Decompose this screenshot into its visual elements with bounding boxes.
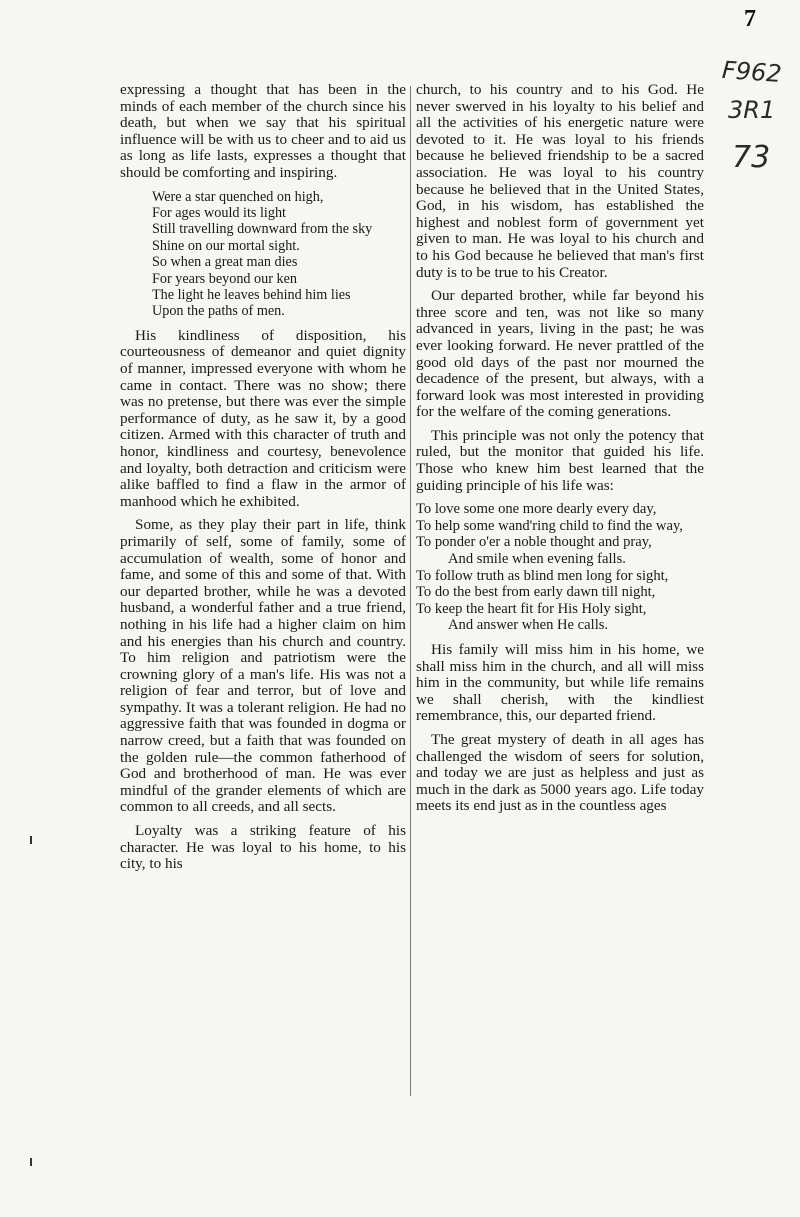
left-paragraph-4: Loyalty was a striking feature of his character. He was loyal to his home, to his city, to his <box>120 822 406 873</box>
poem-line: To love some one more dearly every day, <box>416 501 657 518</box>
poem-line: And answer when He calls. <box>448 617 609 634</box>
poem-line: And smile when evening falls. <box>448 551 626 568</box>
poem-line: Were a star quenched on high, <box>152 188 324 205</box>
poem-line: The light he leaves behind him lies <box>152 287 351 303</box>
margin-mark <box>30 836 32 844</box>
left-paragraph-2: His kindliness of disposition, his courteousness of demeanor and quiet dignity of manner, impressed everyone with whom he came in contact. There was no show; there was no pretense, but there was ever the simple performance of duty, as he saw it, by a good citizen. Armed with this character of truth and honor, kindliness and courtesy, benevolence and loyalty, both detraction and criticism were alike baffled to find a flaw in the armor of manhood which he exhibited. <box>120 326 406 510</box>
poem-line: Upon the paths of men. <box>152 303 285 320</box>
page-number: 7 <box>744 6 756 32</box>
poem-line: To keep the heart fit for His Holy sight, <box>416 600 647 617</box>
poem-line: To help some wand'ring child to find the way, <box>416 517 683 534</box>
margin-mark <box>30 1158 32 1166</box>
poem-line: To ponder o'er a noble thought and pray, <box>416 534 652 551</box>
handwritten-note-3: 73 <box>732 140 771 175</box>
handwritten-note-2: 3R1 <box>728 96 776 124</box>
left-poem <box>120 189 406 320</box>
poem-line: To follow truth as blind men long for sight, <box>416 567 669 584</box>
right-poem <box>416 501 704 634</box>
poem-line: Shine on our mortal sight. <box>152 237 300 254</box>
right-column <box>416 82 704 822</box>
right-paragraph-5: The great mystery of death in all ages has challenged the wisdom of seers for solution, and today we are just as helpless and just as much in the dark as 5000 years ago. Life today meets its end just as in the countless ages <box>416 730 704 815</box>
right-paragraph-3: This principle was not only the potency that ruled, but the monitor that guided his life. Those who knew him best learned that the guiding principle of his life was: <box>416 426 704 494</box>
right-paragraph-2: Our departed brother, while far beyond his three score and ten, was not like so many advanced in years, living in the past; he was ever looking forward. He never prattled of the good old days of the past nor mourned the decadence of the present, but always, with a forward look was most interested in providing for the welfare of the coming generations. <box>416 287 704 421</box>
column-divider <box>410 86 411 1096</box>
left-paragraph-3: Some, as they play their part in life, think primarily of self, some of family, some of accumulation of wealth, some of honor and fame, and some of this and some of that. With our departed brother, while he was a devoted husband, a wonderful father and a true friend, nothing in his life had a higher claim on him and his energies than his church and country. To him religion and patriotism were the crowning glory of a man's life. His was not a religion of fear and terror, but of love and sympathy. It was a tolerant religion. He had no aggressive faith that was founded in dogma or narrow creed, but a faith that was founded on the golden rule—the common fatherhood of God and brotherhood of man. He was ever mindful of the grander elements of which are common to all creeds, and all sects. <box>120 516 406 816</box>
poem-line: For years beyond our ken <box>152 270 297 287</box>
right-paragraph-1: church, to his country and to his God. He never swerved in his loyalty to his belief and all the activities of his energetic nature were devoted to it. He was loyal to his friends because he believed friendship to be a sacred association. He was loyal to his country because he believed that in the United States, God, in his wisdom, has established the highest and noblest form of government yet given to man. He was loyal to his church and to his God because he believed that man's first duty is to be true to his Creator. <box>416 81 704 281</box>
poem-line: Still travelling downward from the sky <box>152 221 373 238</box>
poem-line: So when a great man dies <box>152 254 298 271</box>
right-paragraph-4: His family will miss him in his home, we shall miss him in the church, and all will miss him in the community, but while life remains we shall cherish, with the kindliest remembrance, this, our departed friend. <box>416 641 704 725</box>
poem-line: To do the best from early dawn till night, <box>416 584 656 601</box>
left-column <box>120 82 406 880</box>
poem-line: For ages would its light <box>152 204 286 221</box>
handwritten-note-1: F962 <box>721 55 783 89</box>
left-paragraph-1: expressing a thought that has been in the minds of each member of the church since his death, but when we say that his spiritual influence will be with us to cheer and to aid us as long as life lasts, expresses a thought that should be comforting and inspiring. <box>120 81 406 181</box>
